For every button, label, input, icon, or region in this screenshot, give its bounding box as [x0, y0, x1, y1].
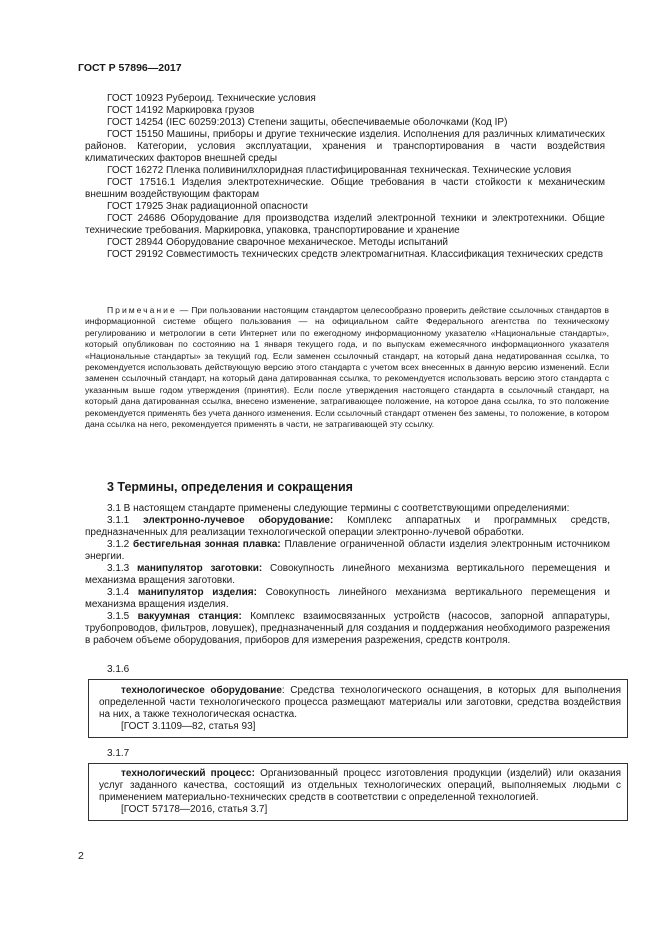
term-definition: : Средства технологического оснащения, в которых для выполнения определенной части технологического процесса размещают материалы или заготовки, средства воздействия на них, а также технологическая оснастка. [99, 685, 621, 720]
term-number: 3.1.4 [107, 587, 130, 598]
term-number: 3.1.2 [107, 539, 130, 550]
term-name: электронно-лучевое оборудование: [143, 515, 334, 526]
term-name: манипулятор заготовки: [137, 563, 263, 574]
term-number: 3.1.5 [107, 611, 130, 622]
terms-list [85, 503, 610, 647]
term-name: вакуумная станция: [137, 611, 242, 622]
page-number: 2 [78, 850, 84, 862]
term-number: 3.1.7 [107, 748, 130, 759]
term-definition: Совокупность линейного механизма вертикального перемещения и механизма вращения заготовки. [85, 563, 610, 586]
term-source: [ГОСТ 3.1109—82, статья 93] [121, 721, 256, 732]
reference-item: ГОСТ 29192 Совместимость технических средств электромагнитная. Классификация технических средств [107, 249, 604, 260]
reference-item: ГОСТ 24686 Оборудование для производства изделий электронной техники и электротехники. Общие технические требования. Маркировка, упаковка, транспортирование и хранение [85, 213, 605, 236]
reference-item: ГОСТ 10923 Рубероид. Технические условия [107, 93, 316, 104]
term-definition: Совокупность линейного механизма вертикального перемещения и механизма вращения изделия. [85, 587, 611, 610]
term-entry [85, 563, 610, 587]
term-number: 3.1.6 [107, 664, 130, 675]
reference-item: ГОСТ 15150 Машины, приборы и другие технические изделия. Исполнения для различных климатических районов. Категории, условия эксплуатации, хранения и транспортирования в части воздействия климатических факторов внешней среды [85, 129, 605, 164]
note-paragraph [85, 305, 609, 430]
term-name: технологический процесс: [121, 768, 255, 779]
term-name: технологическое оборудование [121, 685, 282, 696]
term-definition: Плавление ограниченной области изделия электронным источником энергии. [85, 539, 611, 562]
reference-item: ГОСТ 14192 Маркировка грузов [107, 105, 255, 116]
term-number: 3.1.1 [107, 515, 130, 526]
term-entry [85, 611, 610, 647]
reference-item: ГОСТ 17925 Знак радиационной опасности [107, 201, 309, 212]
term-definition: Комплекс аппаратных и программных средств, предназначенных для реализации технологической операции электронно-лучевой обработки. [85, 515, 610, 538]
note-label: Примечание [107, 305, 177, 315]
term-definition: Комплекс взаимосвязанных устройств (насосов, запорной аппаратуры, трубопроводов, фильтров, ловушек), предназначенный для создания и поддержания необходимого разрежения в рабочем объеме оборудования, приборов для измерения разрежения, средств контроля. [85, 611, 610, 646]
term-name: бестигельная зонная плавка: [133, 539, 281, 550]
reference-item: ГОСТ 14254 (IEC 60259:2013) Степени защиты, обеспечиваемые оболочками (Код IP) [107, 117, 508, 128]
reference-item: ГОСТ 17516.1 Изделия электротехнические. Общие требования в части стойкости к механическим внешним воздействующим факторам [85, 177, 605, 200]
note-text: — При пользовании настоящим стандартом целесообразно проверить действие ссылочных стандартов в информационной системе общего пользования — на официальном сайте Федерального агентства по техническому регулированию и метрологии в сети Интернет или по ежегодному информационному указателю «Национальные стандарты», который опубликован по состоянию на 1 января текущего года, и по выпускам ежемесячного информационного указателя «Национальные стандарты» за текущий год. Если заменен ссылочный стандарт, на который дана недатированная ссылка, то рекомендуется использовать действующую версию этого стандарта с учетом всех внесенных в данную версию изменений. Если заменен ссылочный стандарт, на который дана датированная ссылка, то рекомендуется использовать версию этого стандарта с указанным выше годом утверждения (принятия). Если после утверждения настоящего стандарта в ссылочный стандарт, на который дана датированная ссылка, внесено изменение, затрагивающее положение, на которое дана ссылка, то это положение рекомендуется применять без учета данного изменения. Если ссылочный стандарт отменен без замены, то положение, в котором дана ссылка на него, рекомендуется применять в части, не затрагивающей эту ссылку. [85, 305, 609, 430]
term-number: 3.1.3 [107, 563, 130, 574]
quoted-term-box [88, 763, 628, 821]
term-entry [85, 515, 610, 539]
term-definition: Организованный процесс изготовления продукции (изделий) или оказания услуг заданного качества, состоящий из отдельных технологических операций, выполняемых людьми с применением материально-технических средств в соответствии с определенной технологией. [99, 768, 621, 803]
term-name: манипулятор изделия: [137, 587, 257, 598]
term-entry [85, 587, 610, 611]
term-entry [99, 685, 621, 721]
section-title: 3 Термины, определения и сокращения [107, 480, 353, 494]
reference-item: ГОСТ 16272 Пленка поливинилхлоридная пластифицированная техническая. Технические условия [107, 165, 572, 176]
term-entry [85, 539, 610, 563]
term-entry [99, 768, 621, 804]
quoted-term-box [88, 679, 628, 738]
terms-intro: 3.1 В настоящем стандарте применены следующие термины с соответствующими определениями: [107, 503, 570, 514]
normative-references [85, 93, 605, 261]
term-source: [ГОСТ 57178—2016, статья 3.7] [121, 804, 268, 815]
document-header: ГОСТ Р 57896—2017 [78, 62, 182, 74]
reference-item: ГОСТ 28944 Оборудование сварочное механическое. Методы испытаний [107, 237, 448, 248]
